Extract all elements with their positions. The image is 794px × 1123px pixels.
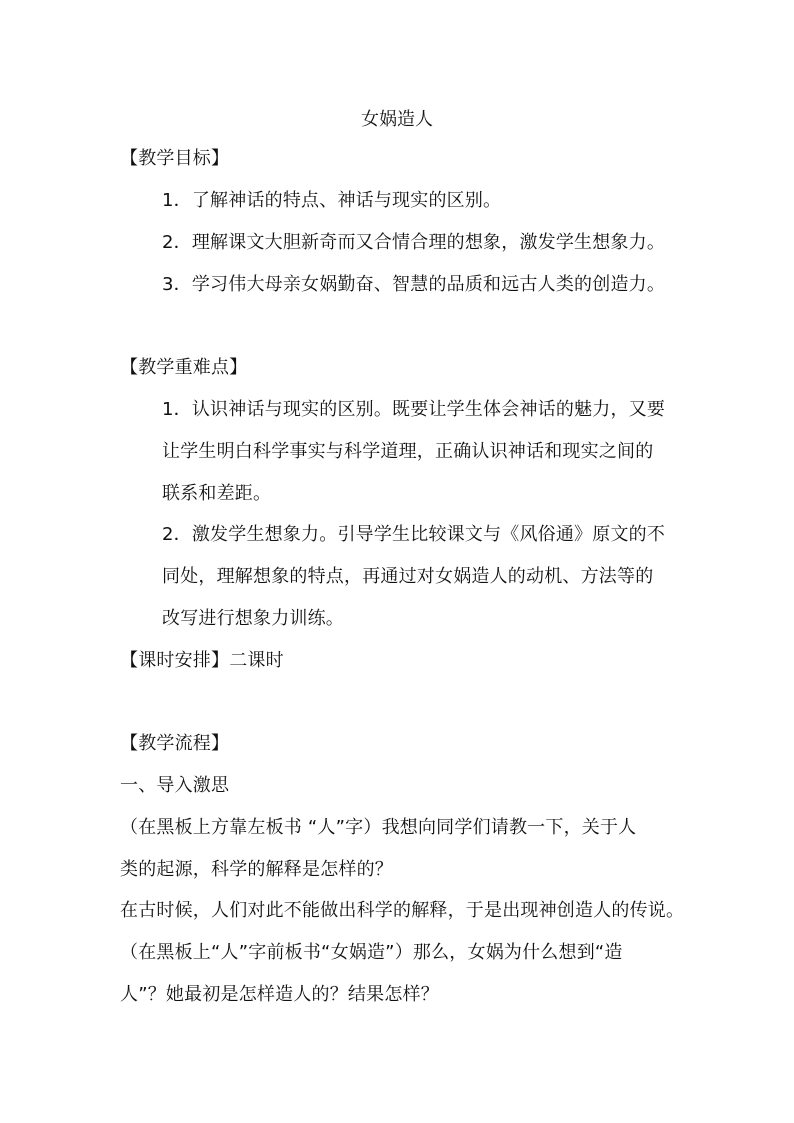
- objectives-heading: 【教学目标】: [120, 148, 230, 169]
- objective-item-3: 3．学习伟大母亲女娲勤奋、智慧的品质和远古人类的创造力。: [162, 274, 666, 295]
- process-paragraph-line-3: 在古时候，人们对此不能做出科学的解释，于是出现神创造人的传说。: [120, 900, 685, 921]
- key-point-1-line-1: 1．认识神话与现实的区别。既要让学生体会神话的魅力，又要: [162, 399, 666, 420]
- key-point-2-line-2: 同处，理解想象的特点，再通过对女娲造人的动机、方法等的: [162, 566, 654, 587]
- process-paragraph-line-4: （在黑板上“人”字前板书“女娲造”）那么，女娲为什么想到“造: [120, 942, 623, 963]
- key-point-1-line-3: 联系和差距。: [162, 483, 272, 504]
- process-paragraph-line-1: （在黑板上方靠左板书 “人”字）我想向同学们请教一下，关于人: [120, 817, 637, 838]
- objective-item-2: 2．理解课文大胆新奇而又合情合理的想象，激发学生想象力。: [162, 232, 666, 253]
- key-point-2-line-3: 改写进行想象力训练。: [162, 608, 344, 629]
- document-title: 女娲造人: [361, 109, 433, 130]
- key-point-1-line-2: 让学生明白科学事实与科学道理，正确认识神话和现实之间的: [162, 441, 654, 462]
- process-heading: 【教学流程】: [120, 733, 230, 754]
- key-point-2-line-1: 2．激发学生想象力。引导学生比较课文与《风俗通》原文的不: [162, 524, 666, 545]
- schedule-line: 【课时安排】二课时: [120, 650, 284, 671]
- objective-item-1: 1．了解神话的特点、神话与现实的区别。: [162, 190, 502, 211]
- process-section-1: 一、导入激思: [120, 775, 230, 796]
- process-paragraph-line-2: 类的起源，科学的解释是怎样的？: [120, 859, 393, 880]
- process-paragraph-line-5: 人”？她最初是怎样造人的？结果怎样？: [120, 984, 439, 1005]
- key-points-heading: 【教学重难点】: [120, 357, 248, 378]
